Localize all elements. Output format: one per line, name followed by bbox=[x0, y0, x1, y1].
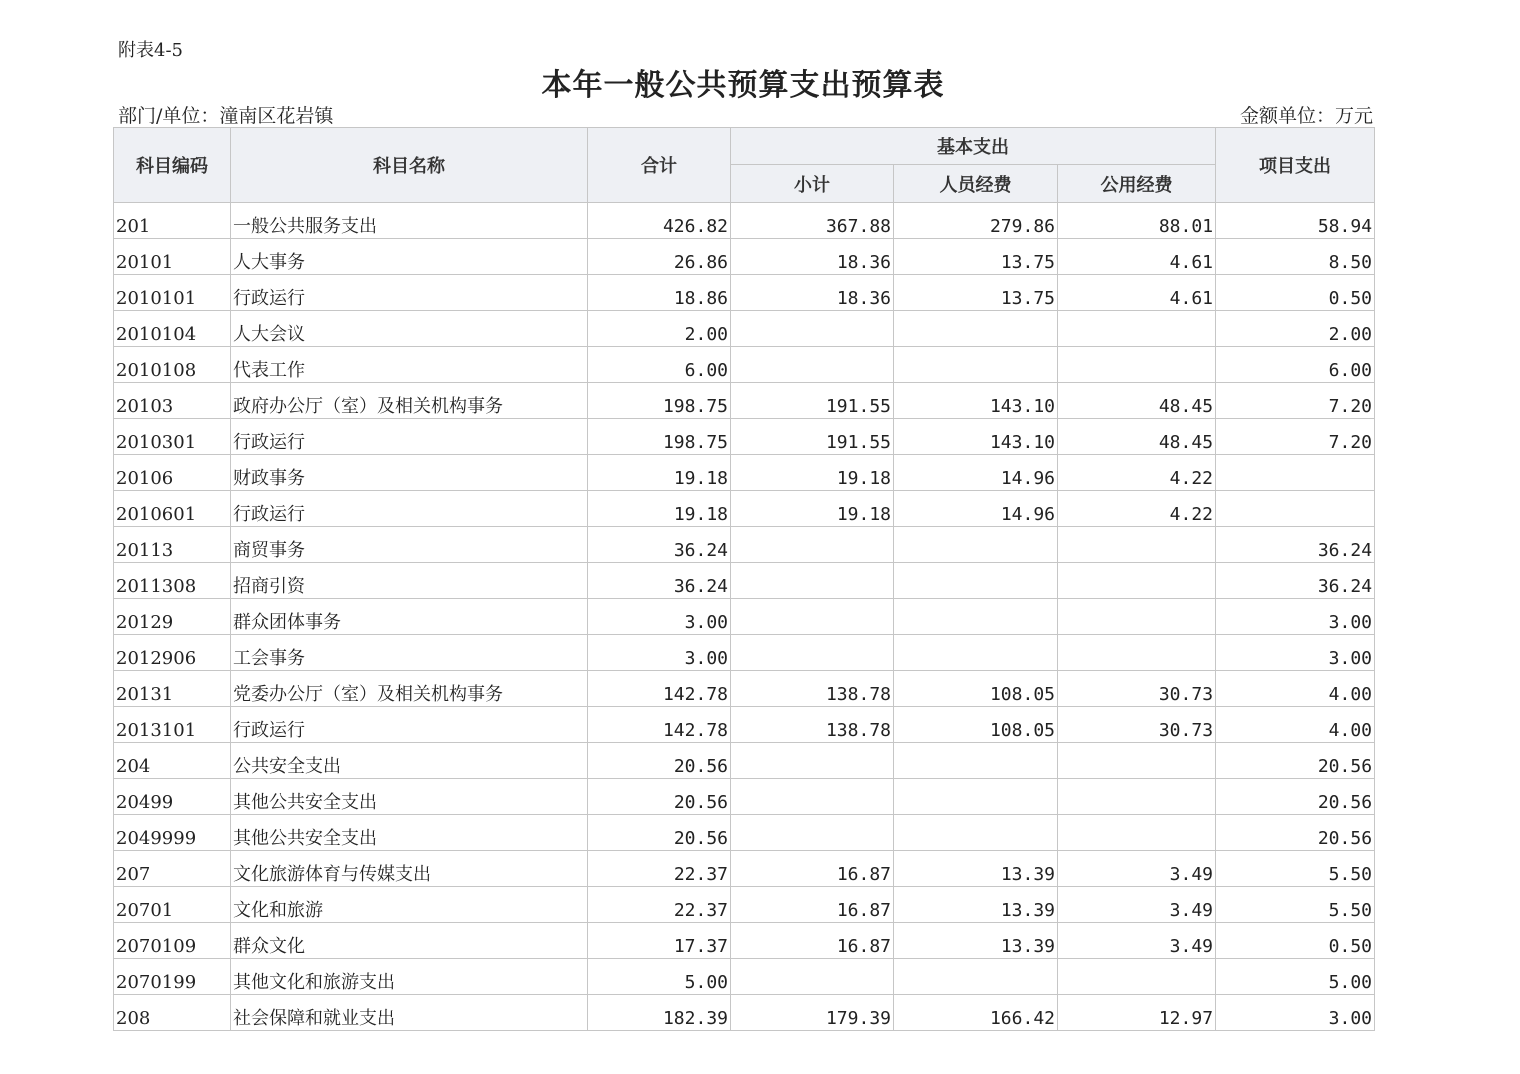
header-name: 科目名称 bbox=[231, 128, 588, 203]
cell-personnel: 13.75 bbox=[894, 275, 1058, 311]
cell-public: 88.01 bbox=[1058, 203, 1216, 239]
cell-subtotal: 179.39 bbox=[731, 995, 894, 1031]
table-row bbox=[114, 599, 1375, 635]
cell-subtotal: 19.18 bbox=[731, 455, 894, 491]
cell-subtotal bbox=[731, 347, 894, 383]
cell-subtotal bbox=[731, 959, 894, 995]
cell-project: 3.00 bbox=[1216, 995, 1375, 1031]
table-row bbox=[114, 203, 1375, 239]
cell-total: 36.24 bbox=[588, 563, 731, 599]
cell-personnel bbox=[894, 743, 1058, 779]
cell-project: 58.94 bbox=[1216, 203, 1375, 239]
cell-personnel: 13.39 bbox=[894, 851, 1058, 887]
cell-project: 4.00 bbox=[1216, 671, 1375, 707]
cell-project: 4.00 bbox=[1216, 707, 1375, 743]
cell-subtotal bbox=[731, 563, 894, 599]
cell-total: 2.00 bbox=[588, 311, 731, 347]
header-project-expenditure: 项目支出 bbox=[1216, 128, 1375, 203]
cell-public: 4.22 bbox=[1058, 455, 1216, 491]
table-row bbox=[114, 815, 1375, 851]
cell-public bbox=[1058, 959, 1216, 995]
cell-subtotal: 138.78 bbox=[731, 671, 894, 707]
cell-code: 20106 bbox=[114, 455, 231, 491]
cell-project: 3.00 bbox=[1216, 635, 1375, 671]
cell-name: 社会保障和就业支出 bbox=[231, 995, 588, 1031]
cell-code: 20113 bbox=[114, 527, 231, 563]
cell-personnel bbox=[894, 815, 1058, 851]
cell-total: 426.82 bbox=[588, 203, 731, 239]
table-row bbox=[114, 959, 1375, 995]
cell-subtotal bbox=[731, 815, 894, 851]
cell-subtotal: 367.88 bbox=[731, 203, 894, 239]
cell-total: 22.37 bbox=[588, 851, 731, 887]
cell-public: 12.97 bbox=[1058, 995, 1216, 1031]
cell-code: 2049999 bbox=[114, 815, 231, 851]
cell-code: 20499 bbox=[114, 779, 231, 815]
cell-subtotal: 16.87 bbox=[731, 851, 894, 887]
cell-personnel: 279.86 bbox=[894, 203, 1058, 239]
cell-name: 行政运行 bbox=[231, 419, 588, 455]
cell-public bbox=[1058, 635, 1216, 671]
cell-name: 其他公共安全支出 bbox=[231, 779, 588, 815]
cell-name: 招商引资 bbox=[231, 563, 588, 599]
cell-subtotal bbox=[731, 743, 894, 779]
cell-total: 182.39 bbox=[588, 995, 731, 1031]
cell-name: 代表工作 bbox=[231, 347, 588, 383]
cell-public bbox=[1058, 743, 1216, 779]
cell-subtotal: 18.36 bbox=[731, 275, 894, 311]
cell-project: 5.00 bbox=[1216, 959, 1375, 995]
header-basic-expenditure: 基本支出 bbox=[731, 128, 1216, 165]
cell-project bbox=[1216, 491, 1375, 527]
cell-name: 其他公共安全支出 bbox=[231, 815, 588, 851]
cell-code: 208 bbox=[114, 995, 231, 1031]
table-row bbox=[114, 707, 1375, 743]
cell-subtotal: 138.78 bbox=[731, 707, 894, 743]
cell-name: 群众团体事务 bbox=[231, 599, 588, 635]
cell-personnel: 143.10 bbox=[894, 383, 1058, 419]
cell-personnel bbox=[894, 959, 1058, 995]
table-row bbox=[114, 527, 1375, 563]
header-public: 公用经费 bbox=[1058, 165, 1216, 203]
cell-project: 0.50 bbox=[1216, 275, 1375, 311]
cell-code: 2010108 bbox=[114, 347, 231, 383]
cell-total: 19.18 bbox=[588, 455, 731, 491]
cell-subtotal: 18.36 bbox=[731, 239, 894, 275]
cell-code: 204 bbox=[114, 743, 231, 779]
cell-public bbox=[1058, 815, 1216, 851]
header-code: 科目编码 bbox=[114, 128, 231, 203]
cell-name: 政府办公厅（室）及相关机构事务 bbox=[231, 383, 588, 419]
cell-subtotal bbox=[731, 527, 894, 563]
cell-personnel bbox=[894, 563, 1058, 599]
table-row bbox=[114, 311, 1375, 347]
cell-subtotal bbox=[731, 779, 894, 815]
cell-personnel bbox=[894, 599, 1058, 635]
cell-subtotal: 16.87 bbox=[731, 887, 894, 923]
cell-public bbox=[1058, 563, 1216, 599]
header-subtotal: 小计 bbox=[731, 165, 894, 203]
cell-name: 文化和旅游 bbox=[231, 887, 588, 923]
cell-code: 2013101 bbox=[114, 707, 231, 743]
department-label: 部门/单位：潼南区花岩镇 bbox=[118, 105, 334, 127]
cell-project: 6.00 bbox=[1216, 347, 1375, 383]
cell-personnel bbox=[894, 311, 1058, 347]
cell-public: 30.73 bbox=[1058, 671, 1216, 707]
cell-personnel: 108.05 bbox=[894, 671, 1058, 707]
table-row bbox=[114, 743, 1375, 779]
cell-subtotal: 191.55 bbox=[731, 419, 894, 455]
cell-code: 20131 bbox=[114, 671, 231, 707]
cell-public: 4.61 bbox=[1058, 275, 1216, 311]
cell-project: 20.56 bbox=[1216, 743, 1375, 779]
cell-project: 5.50 bbox=[1216, 887, 1375, 923]
cell-name: 文化旅游体育与传媒支出 bbox=[231, 851, 588, 887]
cell-code: 20701 bbox=[114, 887, 231, 923]
table-row bbox=[114, 923, 1375, 959]
budget-table bbox=[113, 127, 1375, 1031]
amount-unit-label: 金额单位：万元 bbox=[1239, 105, 1373, 127]
cell-subtotal bbox=[731, 635, 894, 671]
cell-total: 20.56 bbox=[588, 779, 731, 815]
cell-name: 行政运行 bbox=[231, 491, 588, 527]
cell-project: 20.56 bbox=[1216, 779, 1375, 815]
cell-name: 工会事务 bbox=[231, 635, 588, 671]
cell-public: 3.49 bbox=[1058, 887, 1216, 923]
cell-total: 20.56 bbox=[588, 815, 731, 851]
cell-name: 人大会议 bbox=[231, 311, 588, 347]
cell-public bbox=[1058, 779, 1216, 815]
cell-personnel: 13.39 bbox=[894, 887, 1058, 923]
table-row bbox=[114, 239, 1375, 275]
cell-total: 6.00 bbox=[588, 347, 731, 383]
cell-name: 党委办公厅（室）及相关机构事务 bbox=[231, 671, 588, 707]
cell-name: 行政运行 bbox=[231, 275, 588, 311]
table-row bbox=[114, 491, 1375, 527]
cell-total: 36.24 bbox=[588, 527, 731, 563]
cell-name: 行政运行 bbox=[231, 707, 588, 743]
cell-personnel: 108.05 bbox=[894, 707, 1058, 743]
cell-public bbox=[1058, 311, 1216, 347]
cell-code: 2011308 bbox=[114, 563, 231, 599]
cell-subtotal: 19.18 bbox=[731, 491, 894, 527]
cell-subtotal bbox=[731, 599, 894, 635]
cell-code: 207 bbox=[114, 851, 231, 887]
page-title: 本年一般公共预算支出预算表 bbox=[541, 68, 945, 103]
cell-public bbox=[1058, 527, 1216, 563]
cell-code: 2070109 bbox=[114, 923, 231, 959]
cell-personnel: 143.10 bbox=[894, 419, 1058, 455]
table-row bbox=[114, 383, 1375, 419]
cell-name: 公共安全支出 bbox=[231, 743, 588, 779]
cell-personnel: 13.39 bbox=[894, 923, 1058, 959]
cell-project: 7.20 bbox=[1216, 383, 1375, 419]
cell-total: 198.75 bbox=[588, 419, 731, 455]
cell-name: 人大事务 bbox=[231, 239, 588, 275]
cell-total: 17.37 bbox=[588, 923, 731, 959]
cell-code: 2010101 bbox=[114, 275, 231, 311]
cell-project bbox=[1216, 455, 1375, 491]
table-row bbox=[114, 995, 1375, 1031]
cell-code: 2012906 bbox=[114, 635, 231, 671]
cell-public: 3.49 bbox=[1058, 923, 1216, 959]
cell-name: 一般公共服务支出 bbox=[231, 203, 588, 239]
cell-project: 8.50 bbox=[1216, 239, 1375, 275]
cell-total: 198.75 bbox=[588, 383, 731, 419]
cell-total: 19.18 bbox=[588, 491, 731, 527]
cell-subtotal: 191.55 bbox=[731, 383, 894, 419]
cell-public bbox=[1058, 347, 1216, 383]
cell-project: 3.00 bbox=[1216, 599, 1375, 635]
cell-total: 3.00 bbox=[588, 635, 731, 671]
cell-total: 5.00 bbox=[588, 959, 731, 995]
cell-subtotal: 16.87 bbox=[731, 923, 894, 959]
cell-project: 2.00 bbox=[1216, 311, 1375, 347]
table-body bbox=[114, 203, 1375, 1031]
cell-code: 20129 bbox=[114, 599, 231, 635]
cell-personnel bbox=[894, 347, 1058, 383]
cell-total: 22.37 bbox=[588, 887, 731, 923]
cell-name: 商贸事务 bbox=[231, 527, 588, 563]
cell-personnel bbox=[894, 527, 1058, 563]
cell-project: 20.56 bbox=[1216, 815, 1375, 851]
cell-total: 142.78 bbox=[588, 707, 731, 743]
appendix-label: 附表4-5 bbox=[118, 40, 183, 61]
cell-personnel: 13.75 bbox=[894, 239, 1058, 275]
table-row bbox=[114, 419, 1375, 455]
table-row bbox=[114, 455, 1375, 491]
cell-public: 3.49 bbox=[1058, 851, 1216, 887]
table-row bbox=[114, 635, 1375, 671]
cell-project: 0.50 bbox=[1216, 923, 1375, 959]
cell-total: 142.78 bbox=[588, 671, 731, 707]
cell-project: 36.24 bbox=[1216, 563, 1375, 599]
cell-public: 4.22 bbox=[1058, 491, 1216, 527]
cell-code: 20101 bbox=[114, 239, 231, 275]
table-row bbox=[114, 887, 1375, 923]
cell-code: 20103 bbox=[114, 383, 231, 419]
cell-project: 36.24 bbox=[1216, 527, 1375, 563]
cell-public: 30.73 bbox=[1058, 707, 1216, 743]
cell-total: 26.86 bbox=[588, 239, 731, 275]
cell-code: 2010301 bbox=[114, 419, 231, 455]
cell-personnel bbox=[894, 779, 1058, 815]
table-row bbox=[114, 275, 1375, 311]
cell-code: 201 bbox=[114, 203, 231, 239]
cell-personnel bbox=[894, 635, 1058, 671]
cell-public bbox=[1058, 599, 1216, 635]
cell-project: 7.20 bbox=[1216, 419, 1375, 455]
cell-code: 2070199 bbox=[114, 959, 231, 995]
header-personnel: 人员经费 bbox=[894, 165, 1058, 203]
cell-personnel: 166.42 bbox=[894, 995, 1058, 1031]
cell-public: 4.61 bbox=[1058, 239, 1216, 275]
header-total: 合计 bbox=[588, 128, 731, 203]
cell-name: 财政事务 bbox=[231, 455, 588, 491]
table-row bbox=[114, 671, 1375, 707]
cell-public: 48.45 bbox=[1058, 419, 1216, 455]
cell-total: 20.56 bbox=[588, 743, 731, 779]
table-row bbox=[114, 347, 1375, 383]
cell-code: 2010601 bbox=[114, 491, 231, 527]
cell-project: 5.50 bbox=[1216, 851, 1375, 887]
cell-name: 群众文化 bbox=[231, 923, 588, 959]
cell-name: 其他文化和旅游支出 bbox=[231, 959, 588, 995]
table-row bbox=[114, 851, 1375, 887]
cell-code: 2010104 bbox=[114, 311, 231, 347]
cell-public: 48.45 bbox=[1058, 383, 1216, 419]
cell-total: 3.00 bbox=[588, 599, 731, 635]
cell-personnel: 14.96 bbox=[894, 455, 1058, 491]
table-row bbox=[114, 563, 1375, 599]
cell-total: 18.86 bbox=[588, 275, 731, 311]
cell-subtotal bbox=[731, 311, 894, 347]
table-row bbox=[114, 779, 1375, 815]
cell-personnel: 14.96 bbox=[894, 491, 1058, 527]
